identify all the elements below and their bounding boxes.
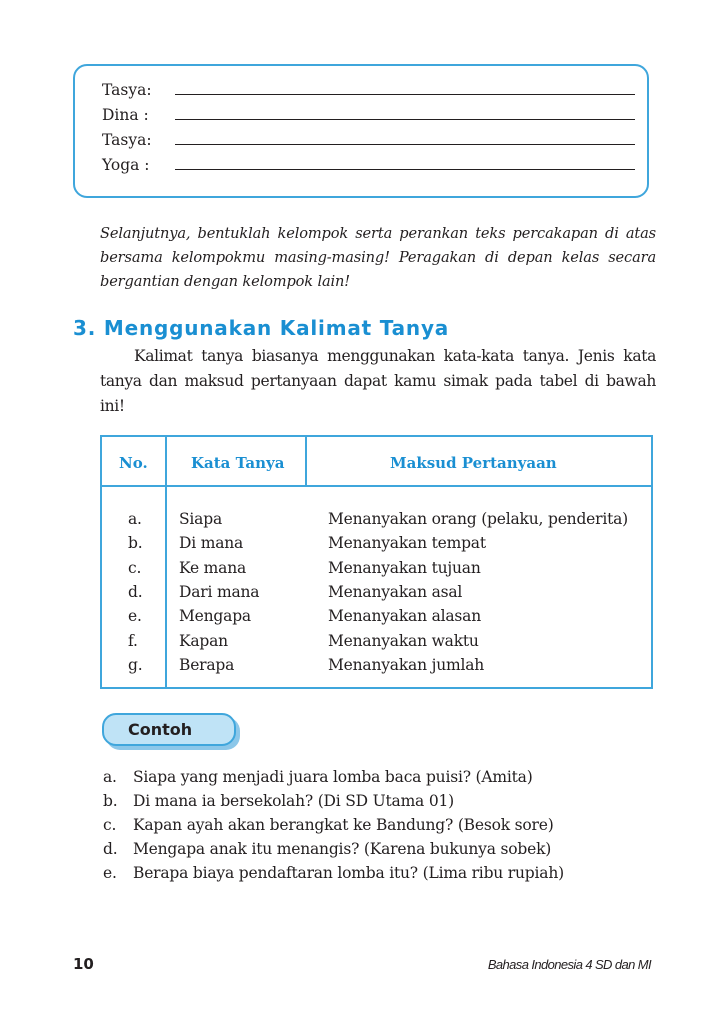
row-kata-tanya: Ke mana <box>179 558 247 577</box>
row-number: d. <box>128 582 143 601</box>
row-kata-tanya: Di mana <box>179 534 244 553</box>
section-heading: 3. Menggunakan Kalimat Tanya <box>73 316 450 340</box>
column-divider <box>165 435 167 687</box>
contoh-label: Contoh <box>102 713 236 746</box>
answer-blank <box>175 94 635 95</box>
header-kata-tanya: Kata Tanya <box>191 454 285 472</box>
row-number: f. <box>128 631 138 650</box>
row-kata-tanya: Berapa <box>179 655 235 674</box>
row-maksud: Menanyakan alasan <box>328 607 482 626</box>
speaker-label: Dina : <box>102 106 149 124</box>
footer-book-title: Bahasa Indonesia 4 SD dan MI <box>487 957 651 972</box>
row-kata-tanya: Mengapa <box>179 607 251 626</box>
row-kata-tanya: Kapan <box>179 631 228 650</box>
row-maksud: Menanyakan asal <box>328 582 463 601</box>
example-item <box>103 837 663 861</box>
header-maksud: Maksud Pertanyaan <box>390 454 557 472</box>
section-paragraph: Kalimat tanya biasanya menggunakan kata-kata tanya. Jenis kata tanya dan maksud pertanyaan dapat kamu simak pada tabel di bawah ini! <box>100 347 656 415</box>
speaker-label: Tasya: <box>102 81 152 99</box>
header-no: No. <box>119 454 148 472</box>
example-marker: a. <box>103 768 117 786</box>
column-divider <box>305 435 307 485</box>
speaker-label: Tasya: <box>102 131 152 149</box>
example-text: Di mana ia bersekolah? (Di SD Utama 01) <box>133 792 454 810</box>
example-text: Kapan ayah akan berangkat ke Bandung? (Besok sore) <box>133 816 554 834</box>
row-number: c. <box>128 558 142 577</box>
example-text: Mengapa anak itu menangis? (Karena bukunya sobek) <box>133 840 552 858</box>
example-text: Siapa yang menjadi juara lomba baca puisi? (Amita) <box>133 768 533 786</box>
example-item <box>103 813 663 837</box>
example-marker: b. <box>103 792 118 810</box>
row-maksud: Menanyakan jumlah <box>328 655 485 674</box>
row-kata-tanya: Dari mana <box>179 582 260 601</box>
example-marker: e. <box>103 864 117 882</box>
row-maksud: Menanyakan tempat <box>328 534 486 553</box>
row-maksud: Menanyakan waktu <box>328 631 479 650</box>
row-number: b. <box>128 534 143 553</box>
dialogue-box <box>73 64 649 198</box>
answer-blank <box>175 119 635 120</box>
example-marker: d. <box>103 840 118 858</box>
row-number: a. <box>128 510 142 528</box>
example-item <box>103 861 663 885</box>
example-item <box>103 789 663 813</box>
example-marker: c. <box>103 816 117 834</box>
row-number: e. <box>128 607 142 626</box>
table-header <box>100 435 653 487</box>
speaker-label: Yoga : <box>102 156 150 174</box>
row-maksud: Menanyakan orang (pelaku, penderita) <box>328 510 629 528</box>
row-kata-tanya: Siapa <box>179 510 222 528</box>
answer-blank <box>175 144 635 145</box>
question-word-table <box>100 435 653 689</box>
example-text: Berapa biaya pendaftaran lomba itu? (Lima ribu rupiah) <box>133 864 564 882</box>
answer-blank <box>175 169 635 170</box>
row-maksud: Menanyakan tujuan <box>328 558 481 577</box>
example-list <box>103 765 663 885</box>
page-number: 10 <box>73 955 94 973</box>
instruction-text: Selanjutnya, bentuklah kelompok serta perankan teks percakapan di atas bersama kelompokmu masing-masing! Peragakan di depan kelas secara bergantian dengan kelompok lain! <box>100 225 656 290</box>
example-item <box>103 765 663 789</box>
row-number: g. <box>128 655 143 674</box>
